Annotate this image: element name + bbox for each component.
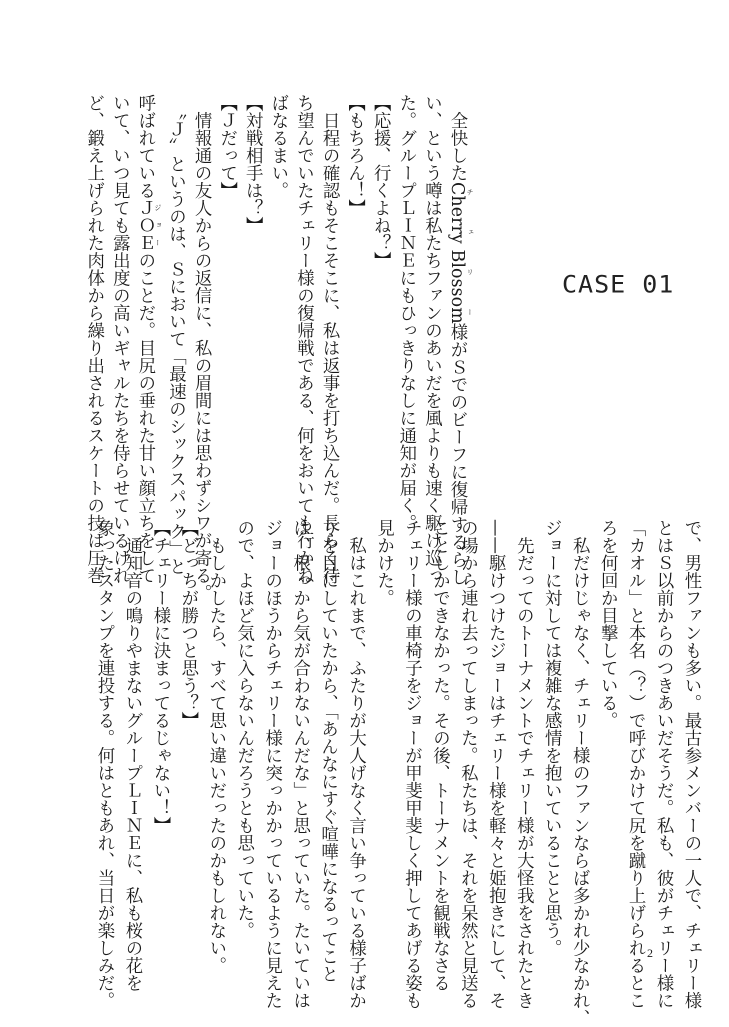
- text-line: 「カオル」と本名（？）で呼びかけて尻を蹴り上げられるとこ: [625, 519, 646, 1009]
- text-segment: 様がＳでのビーフに復帰するらし: [447, 323, 467, 586]
- text-line: の場から連れ去ってしまった。私たちは、それを呆然と見送る: [457, 519, 478, 1009]
- text-line: 【対戦相手は？】: [242, 94, 263, 234]
- text-line: 【応援、行くよね？】: [370, 94, 391, 269]
- text-line: 日程の確認もそこそこに、私は返事を打ち込んだ。長らく待: [319, 94, 340, 584]
- text-line: 見かけた。: [373, 519, 394, 607]
- text-line: は、根っから気が合わないんだな」と思っていた。たいていは: [289, 519, 310, 1009]
- text-line: ——駆けつけたジョーはチェリー様を軽々と姫抱きにして、そ: [485, 519, 506, 1009]
- text-line: 【どっちが勝つと思う？】: [177, 519, 198, 729]
- text-line: 情報通の友人からの返信に、私の眉間には思わずシワが寄る。: [191, 94, 212, 602]
- text-line: で、男性ファンも多い。最古参メンバーの一人で、チェリー様: [681, 519, 701, 1009]
- text-line: りを目にしていたから、「あんなにすぐ喧嘩になるってこと: [317, 519, 338, 983]
- ruby-annotation: [134, 199, 162, 252]
- text-segment: 全快した: [447, 94, 467, 182]
- text-line: 私はこれまで、ふたりが大人げなく言い争っている様子ばか: [345, 519, 366, 1009]
- ruby-annotation: [447, 181, 474, 324]
- ruby-reading: ジョー: [153, 199, 162, 252]
- text-block-bottom: [89, 519, 704, 1027]
- text-line: いて、いつ見ても露出度の高いギャルたちを侍らせているけれ: [109, 94, 130, 584]
- text-line: 象ったスタンプを連投する。何はともあれ、当日が楽しみだ。: [93, 519, 114, 1009]
- text-line: 【もちろん！】: [344, 94, 365, 217]
- text-segment: 呼ばれている: [134, 94, 155, 199]
- text-line: ので、よほど気に入らないんだろうとも思っていた。: [233, 519, 254, 939]
- ruby-reading: チェリー: [466, 181, 474, 324]
- text-line: ジョーのほうからチェリー様に突っかかっているように見えた: [261, 519, 282, 1009]
- text-line: た。グループＬＩＮＥにもひっきりなしに通知が届く。: [395, 94, 416, 532]
- text-line: ち望んでいたチェリー様の復帰戦である、何をおいても行かね: [293, 94, 314, 584]
- text-line: ことしかできなかった。その後、トーナメントを観戦なさる: [429, 519, 450, 992]
- text-line: ばなるまい。: [267, 94, 288, 199]
- text-line: チェリー様の車椅子をジョーが甲斐甲斐しく押してあげる姿も: [401, 519, 422, 1009]
- text-line: もしかしたら、すべて思い違いだったのかもしれない。: [205, 519, 226, 974]
- page-number: 2: [647, 946, 653, 960]
- ruby-base: ＪＯＥ: [134, 199, 155, 252]
- text-line: ジョーに対しては複雑な感情を抱いていることと思う。: [541, 519, 562, 957]
- ruby-base: Cherry Blossom: [447, 181, 467, 324]
- text-line: ろを何回か目撃している。: [597, 519, 618, 729]
- text-line: とはＳ以前からのつきあいだそうだ。私も、彼がチェリー様に: [653, 519, 674, 1009]
- text-line: い、という噂は私たちファンのあいだを風よりも速く駆け巡っ: [421, 94, 442, 584]
- chapter-title: CASE 01: [562, 270, 675, 299]
- text-line: 通知音の鳴りやまないグループＬＩＮＥに、私も桜の花を: [121, 519, 142, 992]
- text-line: ど、鍛え上げられた肉体から繰り出されるスケートの技は圧巻: [83, 94, 104, 584]
- text-line: 先だってのトーナメントでチェリー様が大怪我をされたとき: [513, 519, 534, 1009]
- text-line: 【チェリー様に決まってるじゃない！】: [149, 519, 170, 834]
- text-line: 私だけじゃなく、チェリー様のファンならば多かれ少なかれ、: [569, 519, 590, 1027]
- text-segment: のことだ。目尻の垂れた甘い顔立ちをして: [134, 251, 155, 584]
- text-line: 〝Ｊ〟というのは、Ｓにおいて「最速のシックスパック」と: [165, 94, 186, 576]
- text-line: 【Ｊだって】: [216, 94, 237, 199]
